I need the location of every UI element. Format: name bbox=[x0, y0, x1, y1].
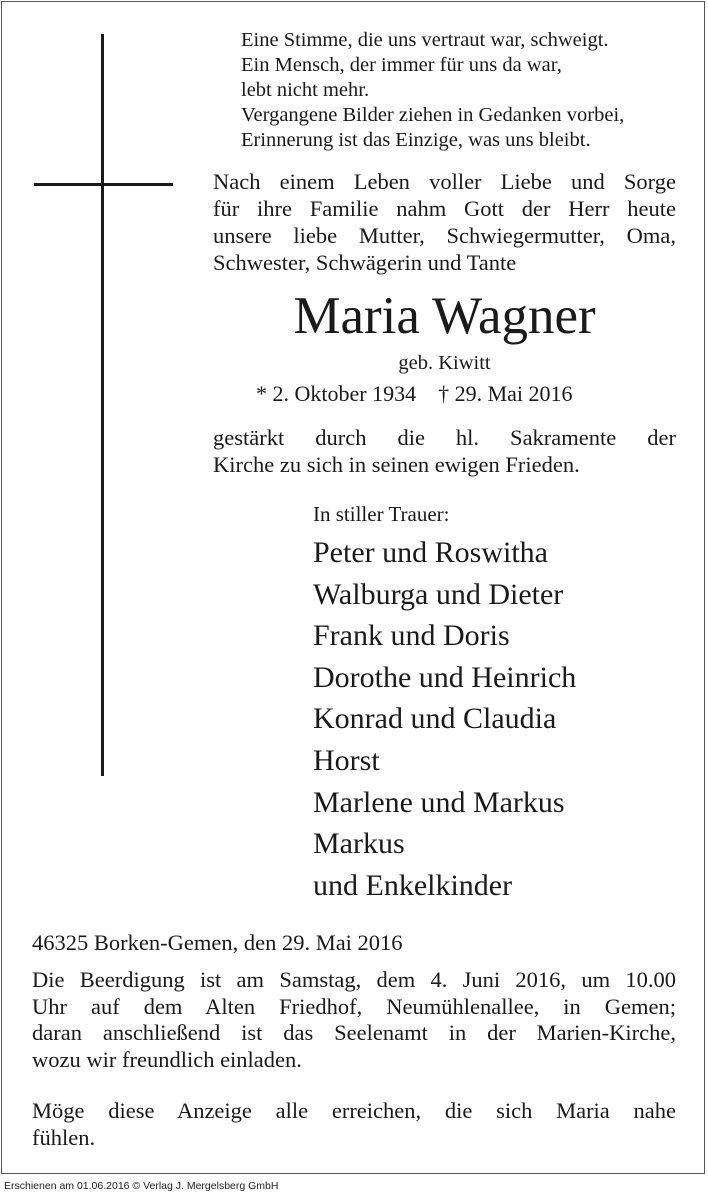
deceased-name: Maria Wagner bbox=[293, 287, 596, 345]
closing-line: Möge diese Anzeige alle erreichen, die sich Maria nahe bbox=[32, 1098, 676, 1123]
poem-line: Eine Stimme, die uns vertraut war, schweigt. bbox=[241, 29, 609, 51]
death-date: † 29. Mai 2016 bbox=[438, 381, 573, 406]
funeral-line: wozu wir freundlich einladen. bbox=[32, 1046, 302, 1072]
cross-horizontal-bar bbox=[34, 183, 173, 186]
intro-line: für ihre Familie nahm Gott der Herr heute bbox=[213, 196, 676, 221]
birth-date: * 2. Oktober 1934 bbox=[256, 381, 417, 406]
funeral-info bbox=[32, 967, 676, 1073]
closing-text bbox=[32, 1097, 676, 1151]
mourner-name: Frank und Doris bbox=[313, 619, 510, 653]
mourner-name: Peter und Roswitha bbox=[313, 536, 548, 569]
maiden-name: geb. Kiwitt bbox=[398, 352, 491, 374]
mourner-name: Markus bbox=[313, 827, 405, 861]
intro-text bbox=[213, 168, 676, 276]
life-dates bbox=[256, 380, 573, 408]
funeral-line: Die Beerdigung ist am Samstag, dem 4. Juni 2016, um 10.00 bbox=[32, 967, 676, 992]
intro-line: unsere liebe Mutter, Schwiegermutter, Oma, bbox=[213, 223, 676, 248]
intro-line: Schwester, Schwägerin und Tante bbox=[213, 250, 517, 275]
mourners-list bbox=[313, 532, 576, 906]
mourner-name: Horst bbox=[313, 743, 380, 777]
sacrament-line: Kirche zu sich in seinen ewigen Frieden. bbox=[213, 452, 580, 477]
mourning-label: In stiller Trauer: bbox=[313, 502, 450, 526]
poem-line: lebt nicht mehr. bbox=[241, 79, 370, 101]
closing-line: fühlen. bbox=[32, 1125, 96, 1150]
sacrament-text bbox=[213, 424, 676, 478]
funeral-line: daran anschließend ist das Seelenamt in der Marien-Kirche, bbox=[32, 1020, 676, 1045]
intro-line: Nach einem Leben voller Liebe und Sorge bbox=[213, 169, 676, 194]
poem-line: Erinnerung ist das Einzige, was uns bleibt. bbox=[241, 129, 591, 151]
sacrament-line: gestärkt durch die hl. Sakramente der bbox=[213, 425, 676, 450]
mourner-name: Dorothe und Heinrich bbox=[313, 660, 577, 694]
cross-vertical-bar bbox=[101, 34, 104, 776]
mourner-name: Walburga und Dieter bbox=[313, 577, 564, 611]
place-and-date: 46325 Borken-Gemen, den 29. Mai 2016 bbox=[32, 930, 403, 955]
mourner-name: Marlene und Markus bbox=[313, 785, 565, 819]
poem-line: Vergangene Bilder ziehen in Gedanken vorbei, bbox=[241, 104, 625, 126]
poem bbox=[241, 28, 681, 153]
poem-line: Ein Mensch, der immer für uns da war, bbox=[241, 54, 562, 76]
mourner-name: und Enkelkinder bbox=[313, 868, 513, 902]
mourner-name: Konrad und Claudia bbox=[313, 702, 557, 736]
funeral-line: Uhr auf dem Alten Friedhof, Neumühlenallee, in Gemen; bbox=[32, 993, 676, 1019]
publication-footer: Erschienen am 01.06.2016 © Verlag J. Mergelsberg GmbH bbox=[4, 1180, 279, 1192]
